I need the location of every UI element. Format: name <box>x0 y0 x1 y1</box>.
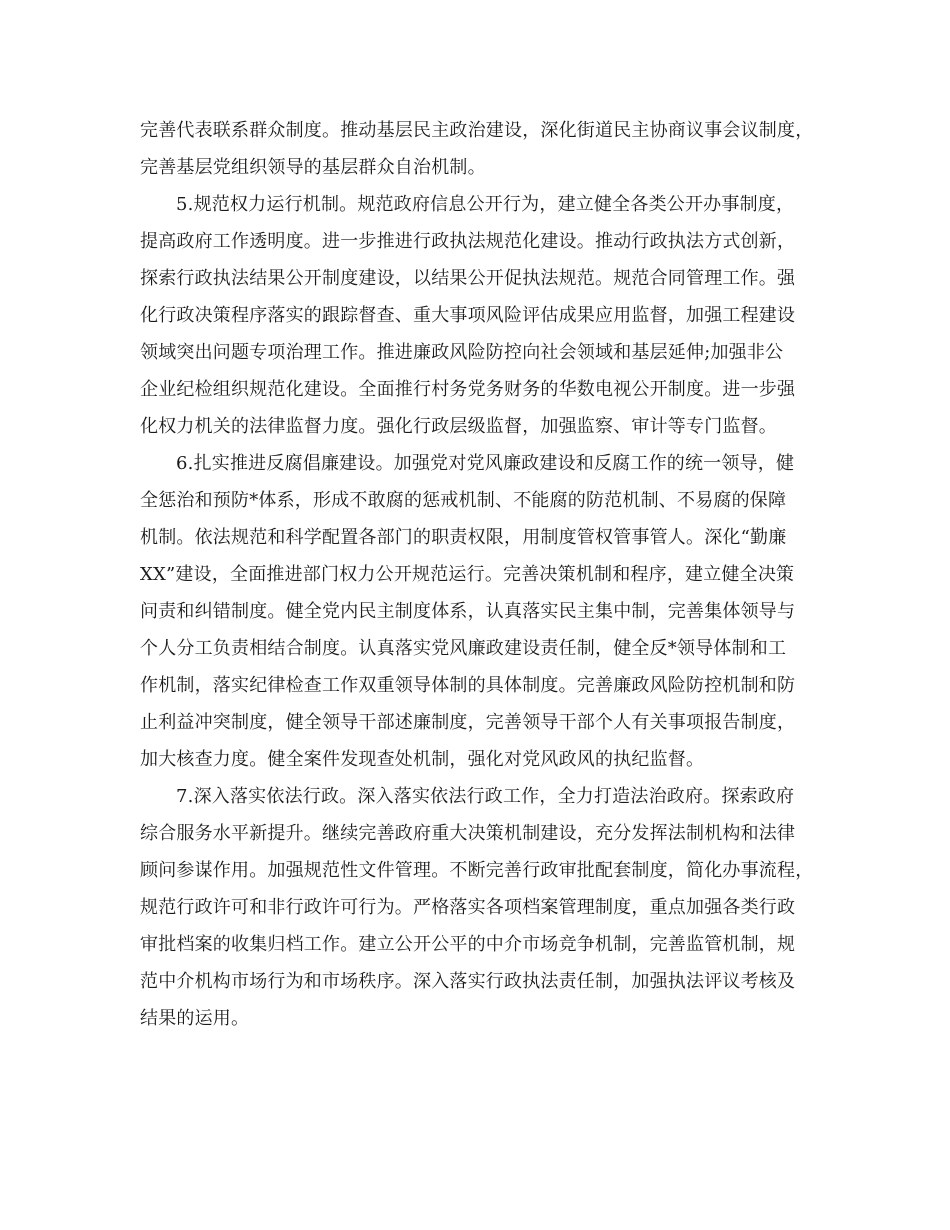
text-line: 完善代表联系群众制度。推动基层民主政治建设，深化街道民主协商议事会议制度， <box>140 120 814 141</box>
paragraph-item-5 <box>140 186 820 445</box>
text-line: 加大核查力度。健全案件发现查处机制，强化对党风政风的执纪监督。 <box>140 749 705 770</box>
text-line: 全惩治和预防*体系，形成不敢腐的惩戒机制、不能腐的防范机制、不易腐的保障 <box>140 490 787 511</box>
text-line: 范中介机构市场行为和市场秩序。深入落实行政执法责任制，加强执法评议考核及 <box>140 971 796 992</box>
text-line: 结果的运用。 <box>140 1008 250 1029</box>
text-line: 完善基层党组织领导的基层群众自治机制。 <box>140 157 486 178</box>
text-line: 顾问参谋作用。加强规范性文件管理。不断完善行政审批配套制度，简化办事流程， <box>140 860 814 881</box>
text-line: 审批档案的收集归档工作。建立公开公平的中介市场竞争机制，完善监管机制，规 <box>140 934 796 955</box>
text-line: 问责和纠错制度。健全党内民主制度体系，认真落实民主集中制，完善集体领导与 <box>140 601 796 622</box>
paragraph-item-7 <box>140 778 820 1037</box>
paragraph-continuation <box>140 112 820 186</box>
text-line: 综合服务水平新提升。继续完善政府重大决策机制建设，充分发挥法制机构和法律 <box>140 823 796 844</box>
text-line: 化行政决策程序落实的跟踪督查、重大事项风险评估成果应用监督，加强工程建设 <box>140 305 796 326</box>
text-line: 企业纪检组织规范化建设。全面推行村务党务财务的华数电视公开制度。进一步强 <box>140 379 796 400</box>
paragraph-item-6 <box>140 445 820 778</box>
text-line: 个人分工负责相结合制度。认真落实党风廉政建设责任制，健全反*领导体制和工 <box>140 638 787 659</box>
document-body <box>140 112 820 1037</box>
text-line: 止利益冲突制度，健全领导干部述廉制度，完善领导干部个人有关事项报告制度， <box>140 712 796 733</box>
text-line: 规范行政许可和非行政许可行为。严格落实各项档案管理制度，重点加强各类行政 <box>140 897 796 918</box>
text-line: 7.深入落实依法行政。深入落实依法行政工作，全力打造法治政府。探索政府 <box>176 786 795 807</box>
text-line: 探索行政执法结果公开制度建设，以结果公开促执法规范。规范合同管理工作。强 <box>140 268 796 289</box>
text-line: 提高政府工作透明度。进一步推进行政执法规范化建设。推动行政执法方式创新， <box>140 231 796 252</box>
text-line: 化权力机关的法律监督力度。强化行政层级监督，加强监察、审计等专门监督。 <box>140 416 777 437</box>
text-line: 6.扎实推进反腐倡廉建设。加强党对党风廉政建设和反腐工作的统一领导，健 <box>176 453 795 474</box>
text-line: 机制。依法规范和科学配置各部门的职责权限，用制度管权管事管人。深化“勤廉 <box>140 527 787 548</box>
text-line: 5.规范权力运行机制。规范政府信息公开行为，建立健全各类公开办事制度， <box>176 194 795 215</box>
text-line: 领域突出问题专项治理工作。推进廉政风险防控向社会领域和基层延伸;加强非公 <box>140 342 784 363</box>
text-line: XX”建设，全面推进部门权力公开规范运行。完善决策机制和程序，建立健全决策 <box>140 564 795 585</box>
text-line: 作机制，落实纪律检查工作双重领导体制的具体制度。完善廉政风险防控机制和防 <box>140 675 796 696</box>
